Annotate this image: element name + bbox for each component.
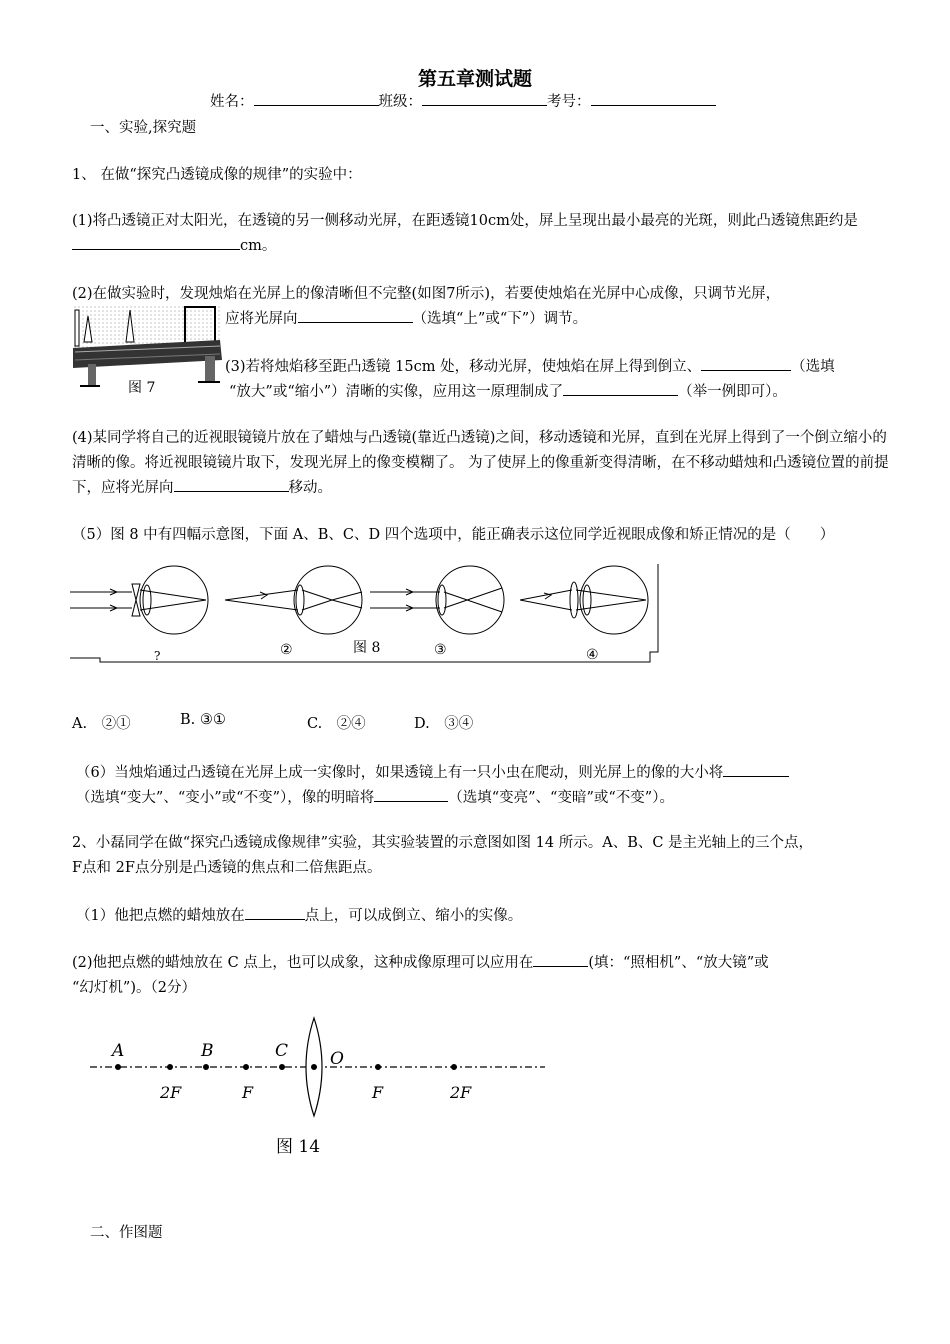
name-label: 姓名： bbox=[210, 94, 254, 110]
application-device-blank[interactable] bbox=[533, 952, 588, 967]
svg-text:A: A bbox=[112, 1041, 125, 1061]
section-heading-2: 二、作图题 bbox=[90, 1225, 163, 1241]
image-size-blank[interactable] bbox=[701, 356, 791, 371]
point-b bbox=[203, 1064, 209, 1070]
q1-part1: (1)将凸透镜正对太阳光，在透镜的另一侧移动光屏，在距透镜10cm处，屏上呈现出最小最亮的光斑，则此凸透镜焦距约是cm。 bbox=[72, 213, 858, 254]
svg-text:F: F bbox=[372, 1083, 384, 1102]
q2-part1: （1）他把点燃的蜡烛放在 点上，可以成倒立、缩小的实像。 bbox=[76, 904, 522, 925]
figure-8-label: 图 8 bbox=[353, 640, 381, 656]
screen-move-blank[interactable] bbox=[174, 477, 289, 492]
figure-8-eye-diagrams bbox=[70, 562, 670, 668]
figure-14-lens-axis bbox=[80, 1010, 560, 1160]
point-f-right bbox=[375, 1064, 381, 1070]
figure-7-label: 图 7 bbox=[128, 380, 156, 396]
question-2-head-line1: 2、小磊同学在做“探究凸透镜成像规律”实验，其实验装置的示意图如图 14 所示。A、B、C 是主光轴上的三个点， bbox=[72, 835, 814, 851]
class-label: 班级： bbox=[378, 94, 422, 110]
q1-part3-line2: “放大”或“缩小”）清晰的实像，应用这一原理制成了 （举一例即可）。 bbox=[229, 380, 787, 401]
point-c bbox=[279, 1064, 285, 1070]
concave-lens-icon bbox=[132, 584, 140, 616]
class-blank[interactable] bbox=[422, 91, 547, 106]
eye-diagram-4 bbox=[520, 566, 648, 634]
question-1-head: 1、 在做“探究凸透镜成像的规律”的实验中： bbox=[72, 167, 362, 183]
screen-direction-blank[interactable] bbox=[298, 308, 413, 323]
point-a bbox=[115, 1064, 121, 1070]
svg-text:2F: 2F bbox=[450, 1083, 472, 1102]
q1-part3-line1: (3)若将烛焰移至距凸透镜 15cm 处，移动光屏，使烛焰在屏上得到倒立、 （选填 bbox=[225, 355, 835, 376]
svg-text:2F: 2F bbox=[160, 1083, 182, 1102]
eye-1-marker: ? bbox=[154, 649, 161, 663]
q2-part2-line1: (2)他把点燃的蜡烛放在 C 点上，也可以成象，这种成像原理可以应用在 (填：“照相机”、“放大镜”或 bbox=[72, 951, 769, 972]
application-blank[interactable] bbox=[563, 381, 678, 396]
option-b[interactable]: B. ③① bbox=[180, 712, 226, 728]
eye-4-marker: ④ bbox=[586, 647, 599, 663]
section-heading-1: 一、实验,探究题 bbox=[90, 120, 197, 136]
convex-lens-icon bbox=[570, 582, 578, 618]
eye-diagram-1 bbox=[70, 566, 208, 634]
q1-part4: (4)某同学将自己的近视眼镜镜片放在了蜡烛与凸透镜(靠近凸透镜)之间，移动透镜和光屏，直到在光屏上得到了一个倒立缩小的清晰的像。将近视眼镜镜片取下，发现光屏上的像变模糊了。 为了使屏上的像重新变得清晰，在不移动蜡烛和凸透镜位置的前提下，应将光屏向 移动。 bbox=[72, 430, 889, 496]
q1-part2-line2: 应将光屏向 （选填“上”或“下”）调节。 bbox=[225, 307, 587, 328]
svg-text:F: F bbox=[242, 1083, 254, 1102]
option-c[interactable]: C. ②④ bbox=[307, 716, 366, 732]
name-blank[interactable] bbox=[254, 91, 379, 106]
eye-3-marker: ③ bbox=[434, 642, 447, 658]
image-size-change-blank[interactable] bbox=[723, 762, 789, 777]
eye-diagram-2 bbox=[225, 566, 362, 634]
svg-text:O: O bbox=[330, 1049, 344, 1069]
eye-diagram-3 bbox=[370, 566, 504, 634]
point-f-left bbox=[243, 1064, 249, 1070]
brightness-blank[interactable] bbox=[374, 787, 448, 802]
option-a[interactable]: A. ②① bbox=[72, 716, 131, 732]
option-d[interactable]: D. ③④ bbox=[414, 716, 474, 732]
svg-text:C: C bbox=[275, 1041, 289, 1061]
q1-part2-line1: (2)在做实验时，发现烛焰在光屏上的像清晰但不完整(如图7所示)，若要使烛焰在光屏中心成像，只调节光屏， bbox=[72, 286, 781, 302]
focal-length-blank[interactable] bbox=[72, 235, 240, 250]
candle-point-blank[interactable] bbox=[245, 905, 305, 920]
student-info bbox=[210, 90, 716, 111]
exam-blank[interactable] bbox=[591, 91, 716, 106]
q2-part2-line2: “幻灯机”)。（2分） bbox=[72, 980, 196, 996]
point-2f-right bbox=[451, 1064, 457, 1070]
page-title: 第五章测试题 bbox=[417, 68, 532, 90]
exam-label: 考号： bbox=[547, 94, 591, 110]
svg-text:B: B bbox=[201, 1041, 214, 1061]
eye-2-marker: ② bbox=[280, 642, 293, 658]
point-2f-left bbox=[167, 1064, 173, 1070]
point-o bbox=[311, 1064, 317, 1070]
figure-14-caption: 图 14 bbox=[276, 1137, 321, 1157]
question-2-head-line2: F点和 2F点分别是凸透镜的焦点和二倍焦距点。 bbox=[72, 860, 382, 876]
q1-part6-line1: （6）当烛焰通过凸透镜在光屏上成一实像时，如果透镜上有一只小虫在爬动，则光屏上的像的大小将 bbox=[76, 761, 789, 782]
q1-part6-line2: （选填“变大”、“变小”或“不变”），像的明暗将 （选填“变亮”、“变暗”或“不变”）。 bbox=[76, 786, 674, 807]
q1-part5: （5）图 8 中有四幅示意图，下面 A、B、C、D 四个选项中，能正确表示这位同学近视眼成像和矫正情况的是（ ） bbox=[72, 527, 835, 543]
